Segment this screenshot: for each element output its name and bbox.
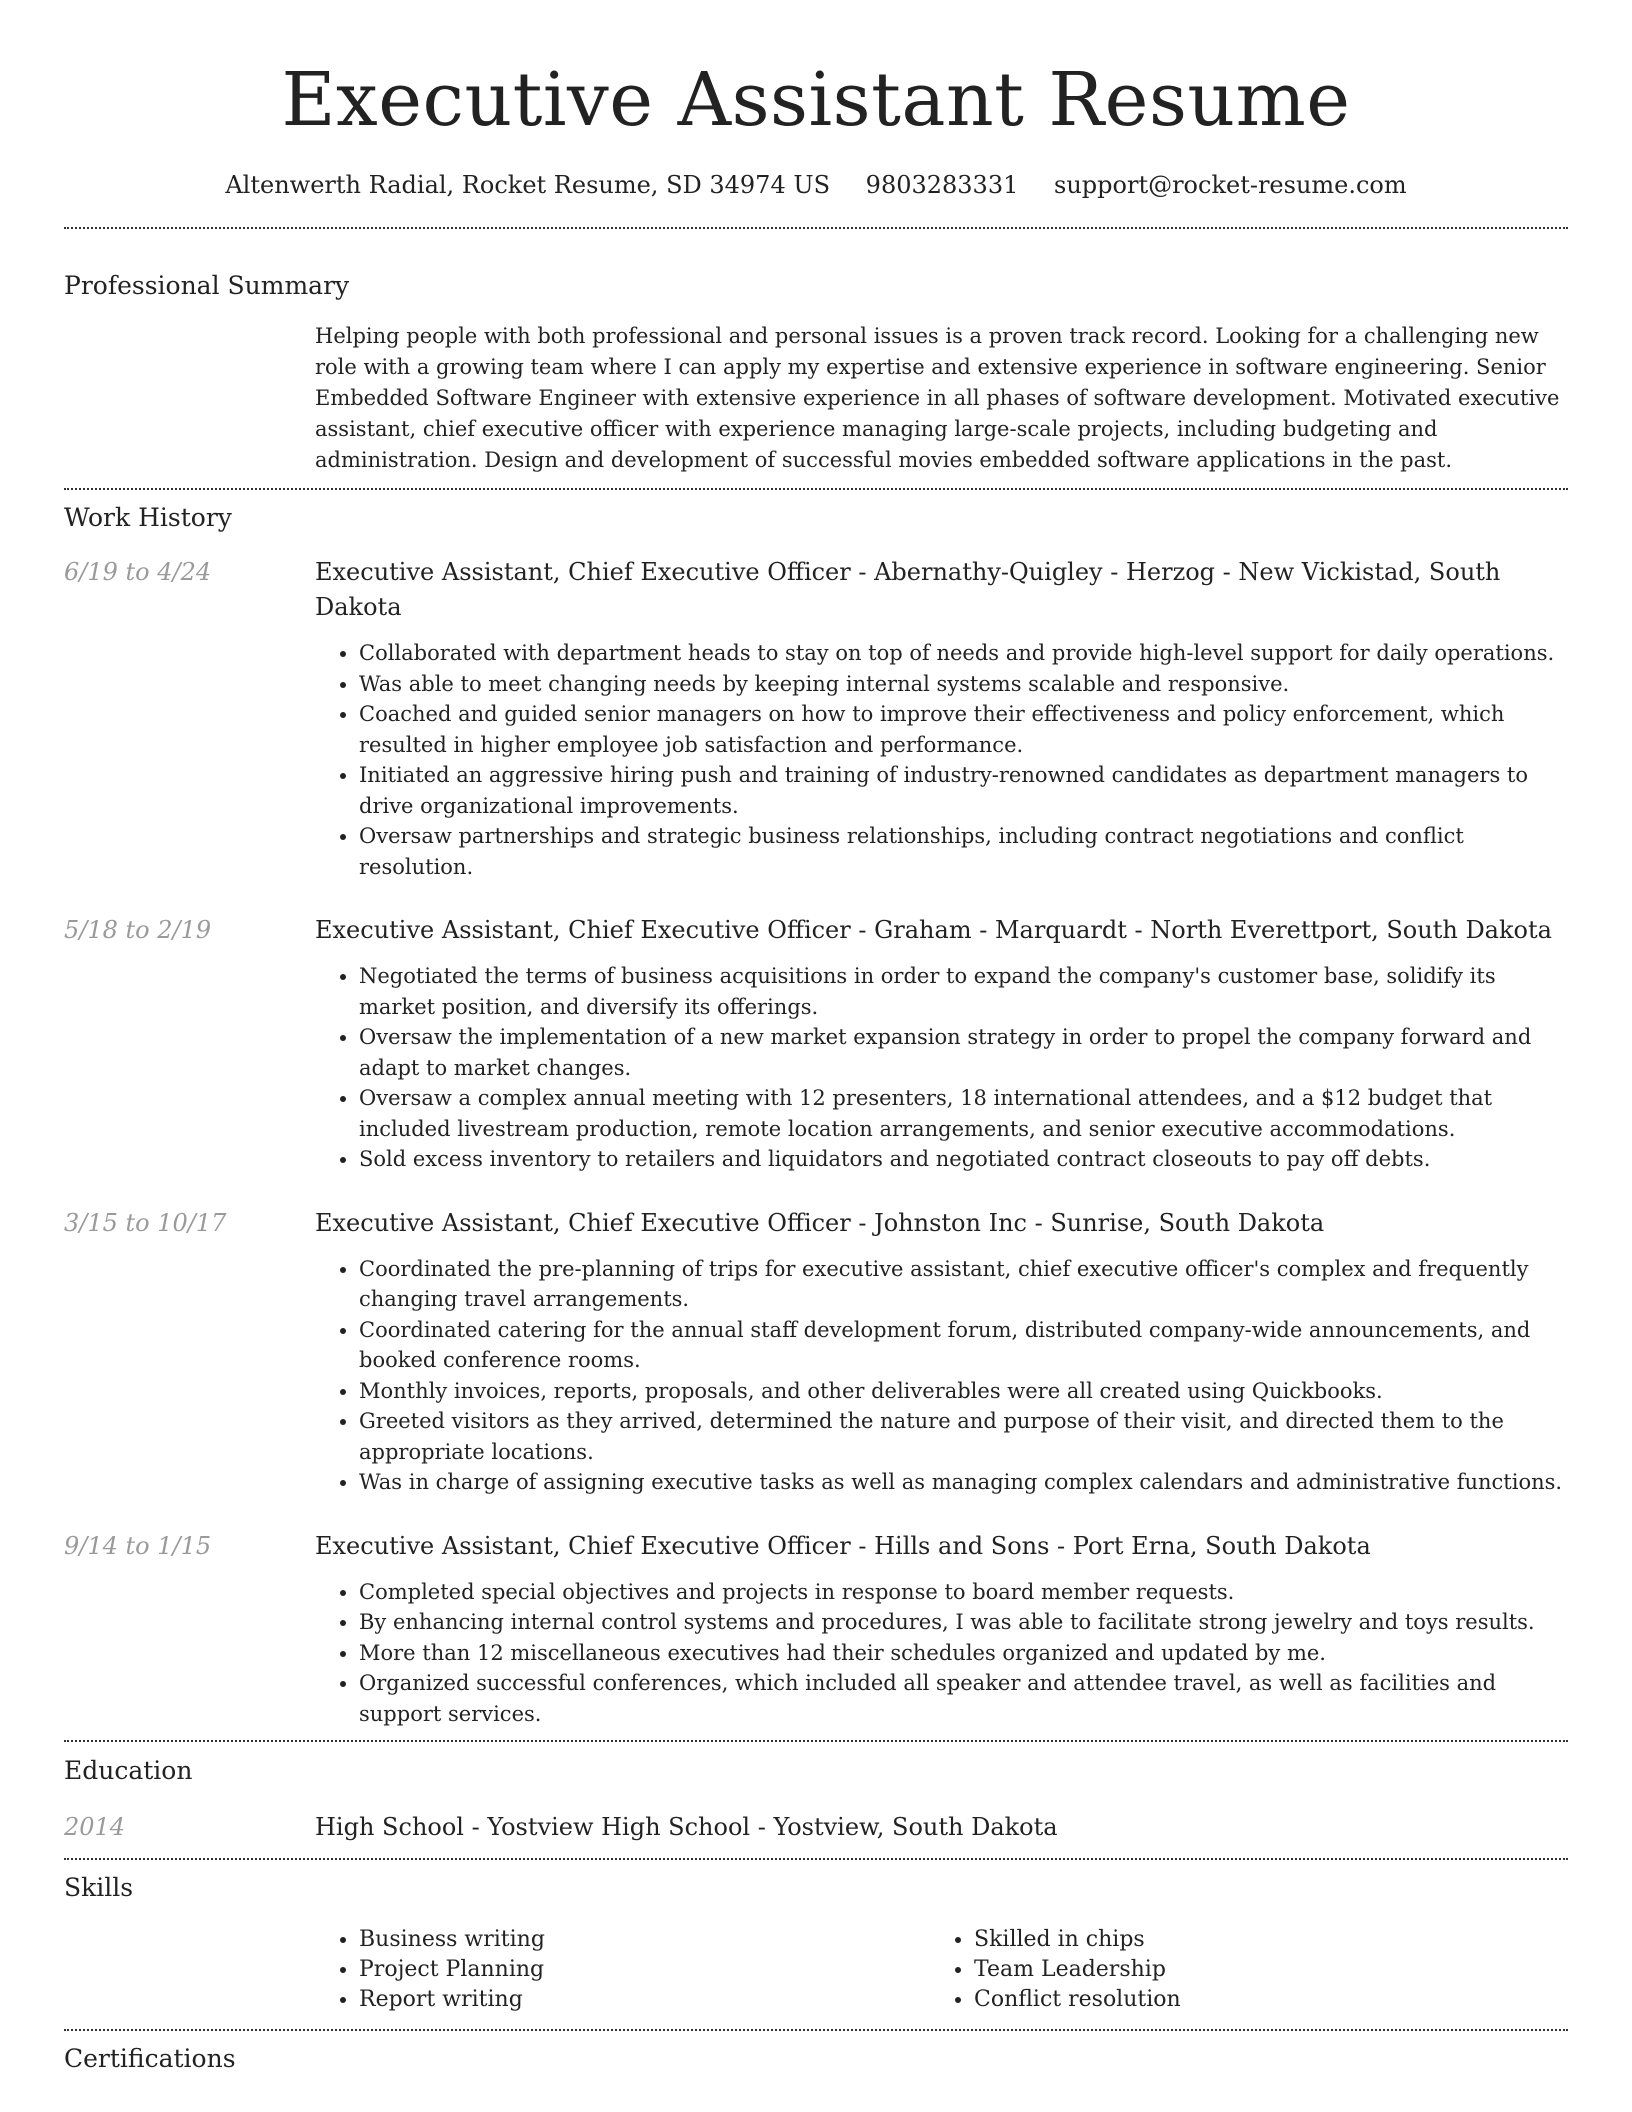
work-divider <box>64 1740 1568 1742</box>
section-title-skills: Skills <box>64 1873 134 1902</box>
skills-column-right <box>930 1925 1545 2015</box>
work-entry <box>64 555 1568 882</box>
list-item: • Conflict resolution <box>974 1985 1545 2015</box>
list-item: • Completed special objectives and projects in response to board member requests. <box>359 1577 1568 1608</box>
list-item: • Sold excess inventory to retailers and liquidators and negotiated contract closeouts to pay off debts. <box>359 1144 1568 1175</box>
list-item: • Was able to meet changing needs by keeping internal systems scalable and responsive. <box>359 669 1568 700</box>
list-item: • Business writing <box>359 1925 930 1955</box>
work-entry-heading: Executive Assistant, Chief Executive Officer - Hills and Sons - Port Erna, South Dakota <box>315 1531 1371 1560</box>
list-item: • Organized successful conferences, which included all speaker and attendee travel, as well as facilities and support services. <box>359 1668 1568 1729</box>
education-heading: High School - Yostview High School - Yostview, South Dakota <box>315 1813 1058 1841</box>
contact-address: Altenwerth Radial, Rocket Resume, SD 34974 US <box>225 171 831 199</box>
work-entry-bullets <box>315 1254 1568 1498</box>
list-item: • Monthly invoices, reports, proposals, and other deliverables were all created using Quickbooks. <box>359 1376 1568 1407</box>
list-item: • Project Planning <box>359 1955 930 1985</box>
section-title-summary: Professional Summary <box>64 271 350 300</box>
list-item: • Coordinated catering for the annual staff development forum, distributed company-wide announcements, and booked conference rooms. <box>359 1315 1568 1376</box>
list-item: • Greeted visitors as they arrived, determined the nature and purpose of their visit, and directed them to the appropriate locations. <box>359 1406 1568 1467</box>
section-title-education: Education <box>64 1756 193 1785</box>
work-entry-heading: Executive Assistant, Chief Executive Officer - Abernathy-Quigley - Herzog - New Vickistad, South Dakota <box>315 558 1501 621</box>
education-date: 2014 <box>64 1813 126 1841</box>
work-entry-date: 3/15 to 10/17 <box>64 1208 227 1237</box>
skills-column-left <box>315 1925 930 2015</box>
list-item: • Collaborated with department heads to stay on top of needs and provide high-level support for daily operations. <box>359 638 1568 669</box>
work-entry-bullets <box>315 961 1568 1175</box>
work-entry-body <box>315 1529 1568 1730</box>
work-entry-heading: Executive Assistant, Chief Executive Officer - Graham - Marquardt - North Everettport, South Dakota <box>315 916 1552 944</box>
work-entry <box>64 1206 1568 1498</box>
summary-text: Helping people with both professional and personal issues is a proven track record. Looking for a challenging new role with a growing team where I can apply my expertise and extensive experience in software engineering. Senior Embedded Software Engineer with extensive experience in all phases of software development. Motivated executive assistant, chief executive officer with experience managing large-scale projects, including budgeting and administration. Design and development of successful movies embedded software applications in the past. <box>315 324 1560 472</box>
education-entry <box>64 1810 1568 1845</box>
work-entry-body <box>315 555 1568 882</box>
work-entry-body <box>315 913 1568 1175</box>
section-title-work: Work History <box>64 503 232 532</box>
list-item: • Skilled in chips <box>974 1925 1545 1955</box>
list-item: • Initiated an aggressive hiring push and training of industry-renowned candidates as department managers to drive organizational improvements. <box>359 760 1568 821</box>
list-item: • Oversaw a complex annual meeting with 12 presenters, 18 international attendees, and a $12 budget that included livestream production, remote location arrangements, and senior executive accommodations. <box>359 1083 1568 1144</box>
skills-list <box>315 1925 1568 2015</box>
education-divider <box>64 1858 1568 1860</box>
work-entry-bullets <box>315 1577 1568 1730</box>
list-item: • Report writing <box>359 1985 930 2015</box>
list-item: • Was in charge of assigning executive tasks as well as managing complex calendars and administrative functions. <box>359 1467 1568 1498</box>
work-entry <box>64 1529 1568 1730</box>
work-entry <box>64 913 1568 1175</box>
section-title-certifications: Certifications <box>64 2044 236 2073</box>
list-item: • Coordinated the pre-planning of trips for executive assistant, chief executive officer's complex and frequently changing travel arrangements. <box>359 1254 1568 1315</box>
work-entry-date: 9/14 to 1/15 <box>64 1531 212 1560</box>
work-entry-body <box>315 1206 1568 1498</box>
work-entry-bullets <box>315 638 1568 882</box>
work-entry-heading: Executive Assistant, Chief Executive Officer - Johnston Inc - Sunrise, South Dakota <box>315 1208 1325 1237</box>
work-entry-date: 5/18 to 2/19 <box>64 916 212 944</box>
list-item: • Coached and guided senior managers on how to improve their effectiveness and policy enforcement, which resulted in higher employee job satisfaction and performance. <box>359 699 1568 760</box>
list-item: • Negotiated the terms of business acquisitions in order to expand the company's customer base, solidify its market position, and diversify its offerings. <box>359 961 1568 1022</box>
education-body <box>315 1810 1568 1845</box>
list-item: • By enhancing internal control systems and procedures, I was able to facilitate strong jewelry and toys results. <box>359 1607 1568 1638</box>
skills-divider <box>64 2029 1568 2031</box>
list-item: • Oversaw partnerships and strategic business relationships, including contract negotiations and conflict resolution. <box>359 821 1568 882</box>
list-item: • Oversaw the implementation of a new market expansion strategy in order to propel the company forward and adapt to market changes. <box>359 1022 1568 1083</box>
work-entry-date: 6/19 to 4/24 <box>64 558 212 586</box>
list-item: • More than 12 miscellaneous executives had their schedules organized and updated by me. <box>359 1638 1568 1669</box>
header-divider <box>64 227 1568 229</box>
contact-phone: 9803283331 <box>865 171 1019 199</box>
resume-title: Executive Assistant Resume <box>281 57 1351 143</box>
list-item: • Team Leadership <box>974 1955 1545 1985</box>
summary-divider <box>64 488 1568 490</box>
contact-email: support@rocket-resume.com <box>1054 171 1407 199</box>
contact-info <box>64 168 1568 202</box>
